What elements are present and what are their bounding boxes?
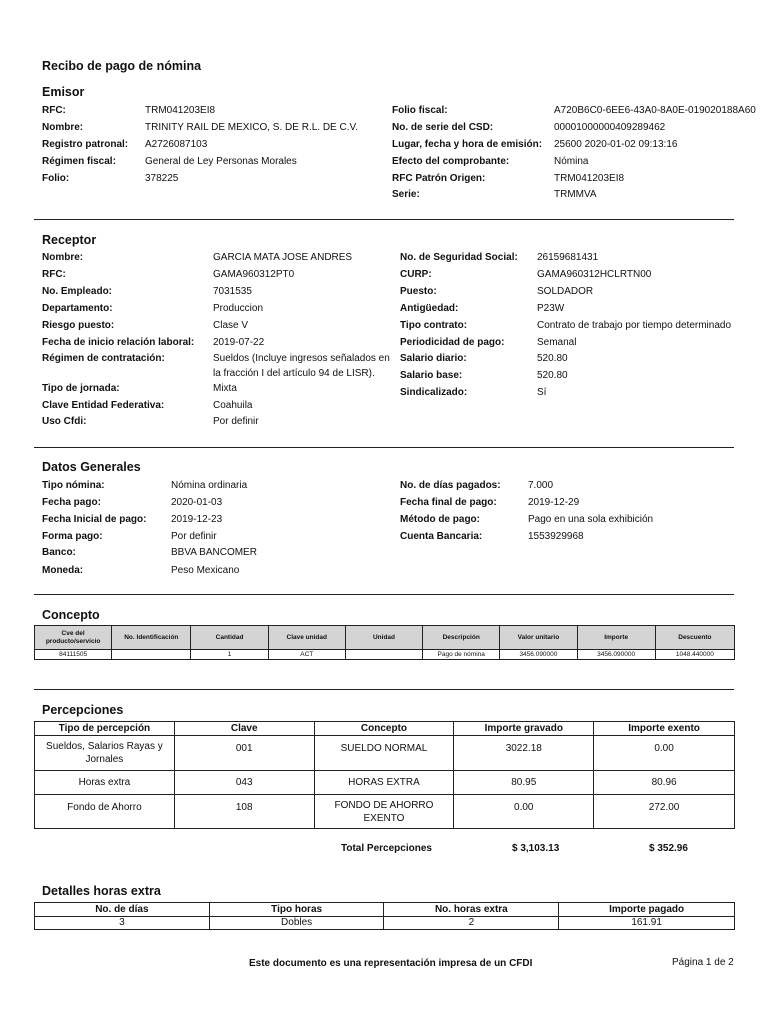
generales-field-label: Fecha final de pago:	[400, 497, 497, 508]
concepto-header-cell: Unidad	[345, 626, 422, 650]
emisor-field-label: Régimen fiscal:	[42, 156, 116, 167]
percepcion-clave: 108	[174, 795, 314, 829]
generales-field-label: Cuenta Bancaria:	[400, 531, 483, 542]
percepcion-exento: 272.00	[594, 795, 735, 829]
horas-extra-cell: 161.91	[559, 917, 735, 930]
percepcion-tipo-line: Sueldos, Salarios Rayas y	[46, 741, 163, 752]
receptor-field-value: GARCIA MATA JOSE ANDRES	[213, 252, 353, 263]
receptor-field-value: 26159681431	[537, 252, 599, 263]
receptor-field-value: 2019-07-22	[213, 337, 265, 348]
receptor-field-label: Clave Entidad Federativa:	[42, 400, 165, 411]
section-divider	[34, 219, 734, 220]
receptor-field-value: Sueldos (Incluye ingresos señalados en	[213, 353, 390, 364]
percepcion-tipo-line: Jornales	[85, 754, 124, 765]
horas-extra-header-cell: No. de días	[35, 903, 210, 917]
horas-extra-table	[34, 902, 735, 930]
section-divider	[34, 689, 734, 690]
percepciones-header-cell: Concepto	[314, 722, 454, 736]
generales-field-value: Peso Mexicano	[171, 565, 240, 576]
receptor-field-label: Departamento:	[42, 303, 113, 314]
receptor-field-label: No. de Seguridad Social:	[400, 252, 518, 263]
receptor-field-value: GAMA960312HCLRTN00	[537, 269, 652, 280]
receptor-field-label: RFC:	[42, 269, 66, 280]
concepto-cell	[112, 650, 191, 660]
generales-field-value: 2020-01-03	[171, 497, 223, 508]
receptor-field-value: Clase V	[213, 320, 249, 331]
document-title: Recibo de pago de nómina	[42, 59, 202, 73]
concepto-cell	[345, 650, 422, 660]
horas-extra-header-cell: Tipo horas	[209, 903, 384, 917]
receptor-field-value: Contrato de trabajo por tiempo determinado	[537, 320, 732, 331]
concepto-cell: 3456.090000	[577, 650, 655, 660]
percepcion-concepto: SUELDO NORMAL	[314, 736, 454, 771]
concepto-cell: 84111505	[35, 650, 112, 660]
receptor-field-label: No. Empleado:	[42, 286, 113, 297]
percepcion-clave: 043	[174, 771, 314, 795]
receptor-field-label: Salario base:	[400, 370, 463, 381]
emisor-field-value: TRM041203EI8	[145, 105, 216, 116]
horas-extra-cell: Dobles	[209, 917, 384, 930]
percepciones-header-cell: Tipo de percepción	[35, 722, 175, 736]
percepcion-concepto: HORAS EXTRA	[314, 771, 454, 795]
table-row	[35, 917, 735, 930]
receptor-field-label: CURP:	[400, 269, 432, 280]
percepciones-heading: Percepciones	[42, 703, 124, 717]
horas-extra-cell: 3	[35, 917, 210, 930]
emisor-field-label: Folio:	[42, 173, 70, 184]
horas-extra-header-cell: Importe pagado	[559, 903, 735, 917]
receptor-field-label: Puesto:	[400, 286, 437, 297]
generales-field-value: 2019-12-23	[171, 514, 223, 525]
percepciones-table	[34, 721, 735, 829]
table-row	[35, 650, 735, 660]
percepcion-exento: 80.96	[594, 771, 735, 795]
percepcion-tipo: Fondo de Ahorro	[35, 795, 175, 829]
concepto-heading: Concepto	[42, 608, 100, 622]
horas-extra-header-cell: No. horas extra	[384, 903, 559, 917]
horas-extra-heading: Detalles horas extra	[42, 884, 161, 898]
concepto-header-cell: Descuento	[655, 626, 734, 650]
receptor-field-value: Produccion	[213, 303, 264, 314]
percepcion-concepto-line: EXENTO	[363, 812, 405, 824]
generales-field-label: Banco:	[42, 547, 76, 558]
receptor-field-label: Tipo de jornada:	[42, 383, 120, 394]
generales-field-label: Fecha pago:	[42, 497, 101, 508]
receptor-heading: Receptor	[42, 233, 97, 247]
percepciones-header-cell: Importe exento	[594, 722, 735, 736]
receptor-field-label: Antigüedad:	[400, 303, 459, 314]
generales-field-value: Por definir	[171, 531, 217, 542]
emisor-field-value: A2726087103	[145, 139, 208, 150]
concepto-header-cell: Cantidad	[191, 626, 268, 650]
emisor-field-value: Nómina	[554, 156, 589, 167]
emisor-field-value: 378225	[145, 173, 179, 184]
emisor-field-value: TRM041203EI8	[554, 173, 625, 184]
generales-field-value: 2019-12-29	[528, 497, 580, 508]
percepciones-header-cell: Clave	[174, 722, 314, 736]
receptor-field-value: Semanal	[537, 337, 577, 348]
percepcion-gravado: 3022.18	[454, 736, 594, 771]
concepto-header-cell: No. Identificación	[112, 626, 191, 650]
generales-field-label: Fecha Inicial de pago:	[42, 514, 147, 525]
emisor-field-value: General de Ley Personas Morales	[145, 156, 297, 167]
total-percepciones-label: Total Percepciones	[341, 843, 432, 854]
receptor-field-label: Tipo contrato:	[400, 320, 468, 331]
section-divider	[34, 447, 734, 448]
emisor-heading: Emisor	[42, 85, 85, 99]
receptor-field-value: P23W	[537, 303, 565, 314]
emisor-field-value: 25600 2020-01-02 09:13:16	[554, 139, 678, 150]
generales-field-value: 1553929968	[528, 531, 584, 542]
emisor-field-value: TRINITY RAIL DE MEXICO, S. DE R.L. DE C.V.	[145, 122, 359, 133]
receptor-field-label: Riesgo puesto:	[42, 320, 115, 331]
receptor-field-value: 520.80	[537, 353, 568, 364]
receptor-field-value: Mixta	[213, 383, 237, 394]
generales-field-value: Nómina ordinaria	[171, 480, 248, 491]
generales-field-value: BBVA BANCOMER	[171, 547, 257, 558]
concepto-cell: 3456.090000	[500, 650, 577, 660]
section-divider	[34, 594, 734, 595]
total-gravado: $ 3,103.13	[512, 843, 560, 854]
emisor-field-label: Efecto del comprobante:	[392, 156, 510, 167]
generales-field-label: Tipo nómina:	[42, 480, 105, 491]
table-row	[35, 771, 735, 795]
emisor-field-label: Nombre:	[42, 122, 84, 133]
emisor-field-label: Registro patronal:	[42, 139, 129, 150]
emisor-field-label: RFC:	[42, 105, 66, 116]
emisor-field-value: 00001000000409289462	[554, 122, 666, 133]
concepto-cell: 1048.440000	[655, 650, 734, 660]
receptor-field-value: Por definir	[213, 416, 259, 427]
emisor-field-value: A720B6C0-6EE6-43A0-8A0E-019020188A60	[554, 105, 756, 116]
percepcion-exento: 0.00	[594, 736, 735, 771]
emisor-field-label: Folio fiscal:	[392, 105, 448, 116]
receptor-field-label: Fecha de inicio relación laboral:	[42, 337, 195, 348]
percepcion-concepto	[314, 795, 454, 829]
percepcion-concepto-line: FONDO DE AHORRO	[334, 799, 434, 811]
percepcion-gravado: 0.00	[454, 795, 594, 829]
percepciones-header-cell: Importe gravado	[454, 722, 594, 736]
receptor-field-value: 7031535	[213, 286, 252, 297]
page-number: Página 1 de 2	[672, 957, 734, 968]
percepcion-clave: 001	[174, 736, 314, 771]
receptor-field-value: 520.80	[537, 370, 568, 381]
receptor-field-label: Periodicidad de pago:	[400, 337, 505, 348]
receptor-field-value: Coahuila	[213, 400, 253, 411]
concepto-header-cell: Descripción	[423, 626, 500, 650]
emisor-field-label: No. de serie del CSD:	[392, 122, 494, 133]
horas-extra-cell: 2	[384, 917, 559, 930]
generales-field-label: Método de pago:	[400, 514, 480, 525]
receptor-field-value: SOLDADOR	[537, 286, 594, 297]
concepto-header-cell: Valor unitario	[500, 626, 577, 650]
total-exento: $ 352.96	[649, 843, 688, 854]
receptor-field-value: GAMA960312PT0	[213, 269, 295, 280]
generales-field-value: Pago en una sola exhibición	[528, 514, 654, 525]
concepto-header-cell: Cve del producto/servicio	[35, 626, 112, 650]
receptor-field-value: Sí	[537, 387, 547, 398]
generales-field-value: 7.000	[528, 480, 554, 491]
receptor-field-label: Sindicalizado:	[400, 387, 468, 398]
concepto-cell: 1	[191, 650, 268, 660]
percepcion-gravado: 80.95	[454, 771, 594, 795]
concepto-header-cell: Importe	[577, 626, 655, 650]
receptor-field-value-continuation: la fracción I del artículo 94 de LISR).	[213, 368, 375, 379]
concepto-cell: Pago de nómina	[423, 650, 500, 660]
table-row	[35, 795, 735, 829]
percepcion-tipo	[35, 736, 175, 771]
receptor-field-label: Régimen de contratación:	[42, 353, 165, 364]
concepto-table	[34, 625, 735, 660]
generales-field-label: Moneda:	[42, 565, 84, 576]
emisor-field-label: Serie:	[392, 189, 420, 200]
generales-heading: Datos Generales	[42, 460, 141, 474]
percepcion-tipo: Horas extra	[35, 771, 175, 795]
emisor-field-value: TRMMVA	[554, 189, 597, 200]
table-row	[35, 736, 735, 771]
concepto-header-cell: Clave unidad	[268, 626, 345, 650]
emisor-field-label: RFC Patrón Origen:	[392, 173, 486, 184]
emisor-field-label: Lugar, fecha y hora de emisión:	[392, 139, 543, 150]
concepto-cell: ACT	[268, 650, 345, 660]
receptor-field-label: Uso Cfdi:	[42, 416, 87, 427]
generales-field-label: No. de días pagados:	[400, 480, 501, 491]
receptor-field-label: Salario diario:	[400, 353, 467, 364]
receptor-field-label: Nombre:	[42, 252, 84, 263]
footer-note: Este documento es una representación impresa de un CFDI	[249, 958, 533, 969]
generales-field-label: Forma pago:	[42, 531, 103, 542]
